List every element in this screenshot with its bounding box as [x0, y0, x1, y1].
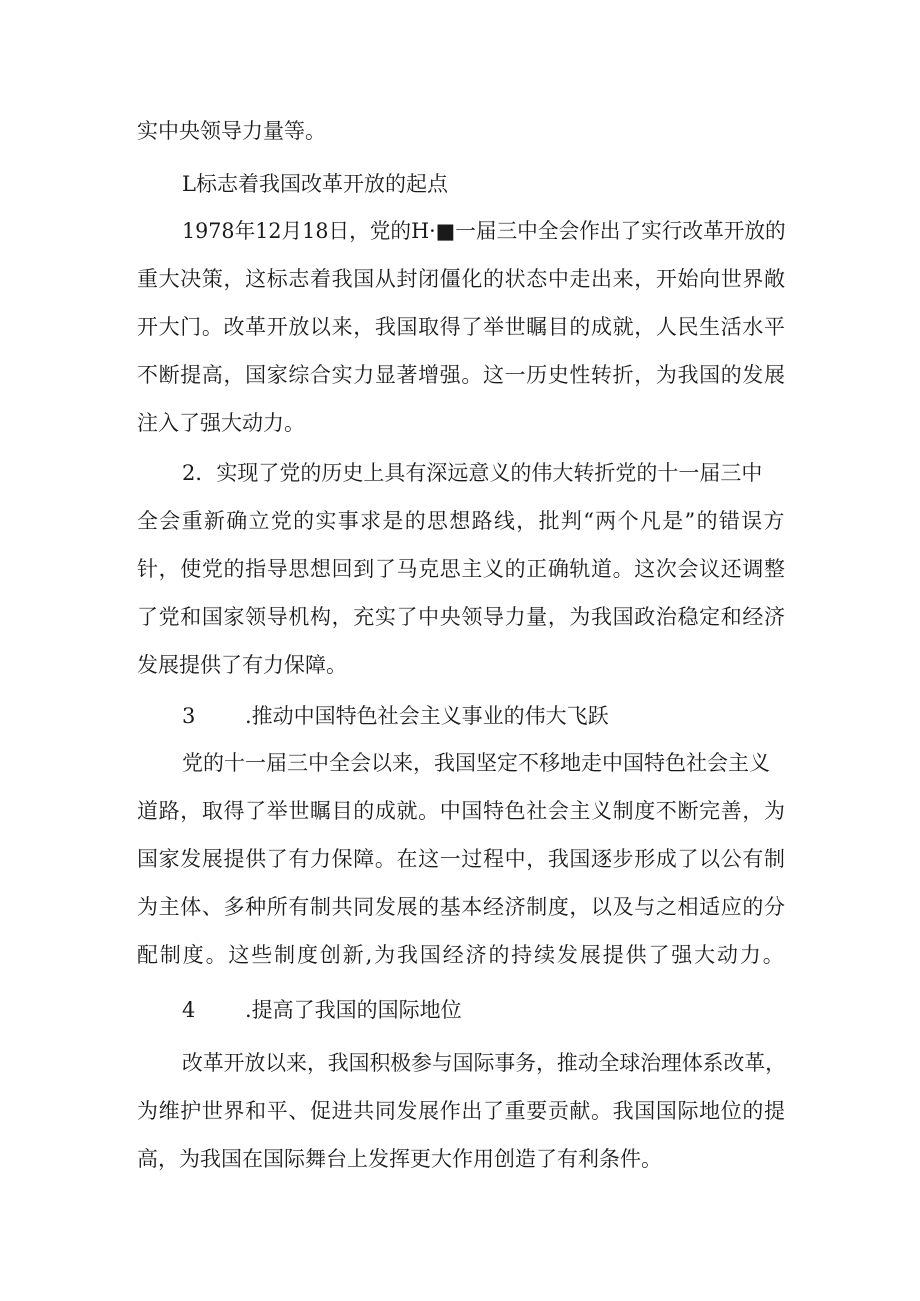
paragraph-line: 1978年12月18日，党的H·■一届三中全会作出了实行改革开放的 — [182, 219, 786, 243]
paragraph-line: 全会重新确立党的实事求是的思想路线，批判“两个凡是”的错误方 — [137, 509, 786, 533]
paragraph-line: 配制度。这些制度创新,为我国经济的持续发展提供了强大动力。 — [137, 943, 786, 967]
paragraph-line: 针，使党的指导思想回到了马克思主义的正确轨道。这次会议还调整 — [137, 557, 786, 581]
paragraph-line: 国家发展提供了有力保障。在这一过程中，我国逐步形成了以公有制 — [137, 847, 786, 871]
paragraph-line: 重大决策，这标志着我国从封闭僵化的状态中走出来，开始向世界敞 — [137, 267, 786, 291]
section-heading: 2．实现了党的历史上具有深远意义的伟大转折党的十一届三中 — [182, 461, 763, 485]
paragraph-line: 发展提供了有力保障。 — [137, 653, 347, 677]
section-heading: .提高了我国的国际地位 — [245, 998, 462, 1022]
paragraph-line: 开大门。改革开放以来，我国取得了举世瞩目的成就，人民生活水平 — [137, 315, 786, 339]
paragraph-line: 高，为我国在国际舞台上发挥更大作用创造了有利条件。 — [137, 1147, 662, 1171]
paragraph-line: 了党和国家领导机构，充实了中央领导力量，为我国政治稳定和经济 — [137, 605, 786, 629]
paragraph-line: 注入了强大动力。 — [137, 411, 305, 435]
paragraph-line: 党的十一届三中全会以来，我国坚定不移地走中国特色社会主义 — [182, 751, 770, 775]
section-number: 3 — [182, 704, 196, 728]
paragraph-line: 实中央领导力量等。 — [137, 119, 326, 143]
paragraph-line: 道路，取得了举世瞩目的成就。中国特色社会主义制度不断完善，为 — [137, 799, 786, 823]
paragraph-line: 为主体、多种所有制共同发展的基本经济制度，以及与之相适应的分 — [137, 895, 786, 919]
paragraph-line: 改革开放以来，我国积极参与国际事务，推动全球治理体系改革， — [182, 1051, 786, 1075]
section-heading: .推动中国特色社会主义事业的伟大飞跃 — [245, 704, 609, 728]
section-number: 4 — [182, 998, 196, 1022]
paragraph-line: 为维护世界和平、促进共同发展作出了重要贡献。我国国际地位的提 — [137, 1099, 786, 1123]
paragraph-line: 不断提高，国家综合实力显著增强。这一历史性转折，为我国的发展 — [137, 363, 786, 387]
section-heading: L标志着我国改革开放的起点 — [182, 172, 448, 196]
